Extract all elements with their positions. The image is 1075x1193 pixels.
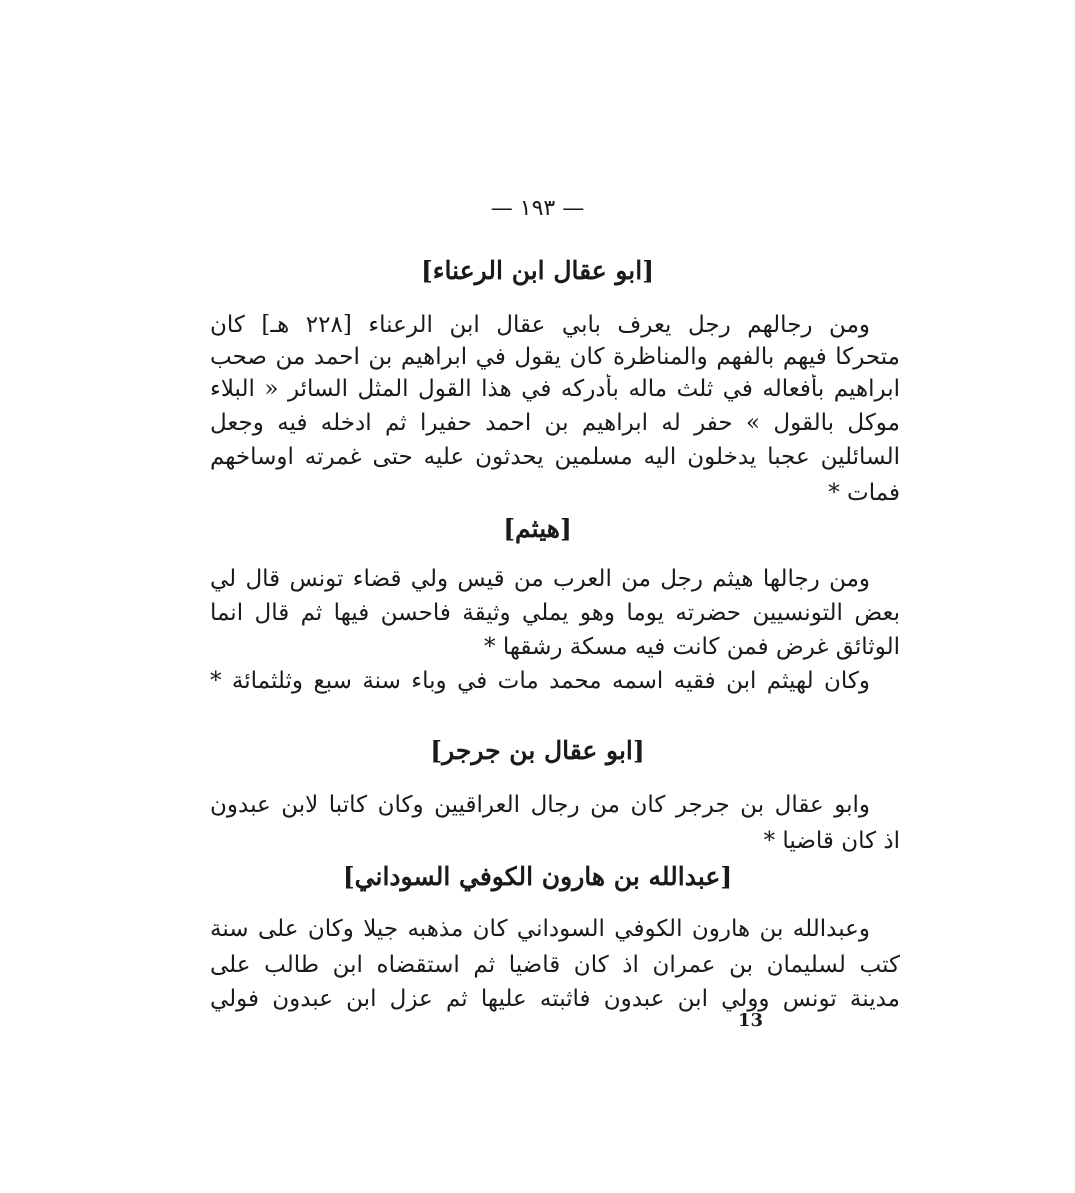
- section-heading-abu-iqal-ibn-jarjar: [ابو عقال بن جرجر]: [430, 736, 645, 765]
- paragraph-line: فمات *: [828, 480, 900, 506]
- signature-mark: 13: [738, 1010, 764, 1031]
- paragraph-line: ابراهيم بأفعاله في ثلث ماله بأدركه في هذا القول المثل السائر « البلاء: [210, 376, 900, 402]
- paragraph-line: موكل بالقول » حفر له ابراهيم بن احمد حفيرا ثم ادخله فيه وجعل: [210, 410, 900, 436]
- paragraph-line: متحركا فيهم بالفهم والمناظرة كان يقول في ابراهيم بن احمد من صحب: [210, 344, 900, 370]
- paragraph-line: وكان لهيثم ابن فقيه اسمه محمد مات في وباء سنة سبع وثلثمائة *: [210, 668, 870, 694]
- paragraph-line: مدينة تونس وولي ابن عبدون فاثبته عليها ثم عزل ابن عبدون فولي: [210, 986, 900, 1012]
- paragraph-line: السائلين عجبا يدخلون اليه مسلمين يحدثون عليه حتى غمرته اوساخهم: [210, 444, 900, 470]
- paragraph-line: ومن رجالها هيثم رجل من العرب من قيس ولي قضاء تونس قال لي: [210, 566, 870, 592]
- section-heading-abdallah-ibn-harun: [عبدالله بن هارون الكوفي السوداني]: [342, 862, 733, 891]
- section-heading-haytham: [هيثم]: [503, 514, 572, 543]
- paragraph-line: وابو عقال بن جرجر كان من رجال العراقيين وكان كاتبا لابن عبدون: [210, 792, 870, 818]
- paragraph-line: الوثائق غرض فمن كانت فيه مسكة رشقها *: [484, 634, 900, 660]
- page-number: — ١٩٣ —: [490, 196, 585, 221]
- paragraph-line: اذ كان قاضيا *: [763, 828, 900, 854]
- paragraph-line: بعض التونسيين حضرته يوما وهو يملي وثيقة فاحسن فيها ثم قال انما: [210, 600, 900, 626]
- paragraph-line: ومن رجالهم رجل يعرف بابي عقال ابن الرعناء [٢٢٨ هـ] كان: [210, 312, 870, 338]
- paragraph-line: كتب لسليمان بن عمران اذ كان قاضيا ثم استقضاه ابن طالب على: [210, 952, 900, 978]
- section-heading-abu-iqal-ibn-al-raana: [ابو عقال ابن الرعناء]: [420, 256, 655, 285]
- paragraph-line: وعبدالله بن هارون الكوفي السوداني كان مذهبه جيلا وكان على سنة: [210, 916, 870, 942]
